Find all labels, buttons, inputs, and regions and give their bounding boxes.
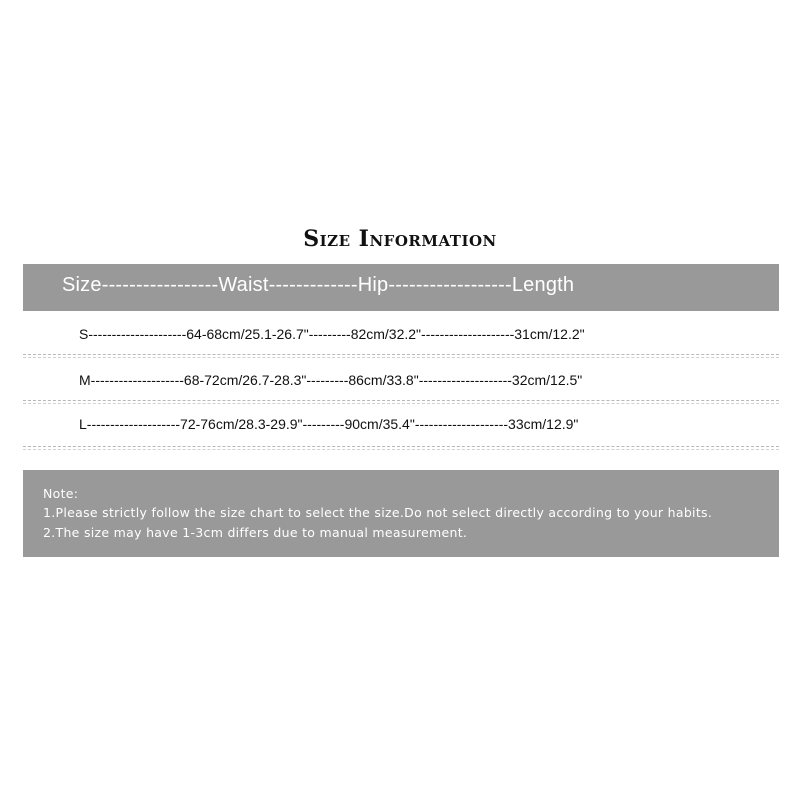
- note-heading: Note:: [43, 486, 79, 501]
- note-line-1: 1.Please strictly follow the size chart to select the size.Do not select directly according to your habits.: [43, 505, 713, 520]
- row-text: S---------------------64-68cm/25.1-26.7"---------82cm/32.2"--------------------31cm/12.2": [79, 326, 585, 342]
- table-header-bar: [23, 264, 779, 311]
- page-title: Size Information: [303, 226, 497, 252]
- row-divider: [23, 449, 779, 450]
- table-header-text: Size-----------------Waist-------------Hip------------------Length: [62, 274, 575, 296]
- note-line-2: 2.The size may have 1-3cm differs due to manual measurement.: [43, 525, 468, 540]
- row-divider: [23, 403, 779, 404]
- row-text: M--------------------68-72cm/26.7-28.3"---------86cm/33.8"--------------------32cm/12.5": [79, 372, 583, 388]
- row-divider: [23, 357, 779, 358]
- row-divider: [23, 354, 779, 355]
- row-text: L--------------------72-76cm/28.3-29.9"---------90cm/35.4"--------------------33cm/12.9": [79, 416, 579, 432]
- row-divider: [23, 446, 779, 447]
- note-box: [23, 470, 779, 557]
- row-divider: [23, 400, 779, 401]
